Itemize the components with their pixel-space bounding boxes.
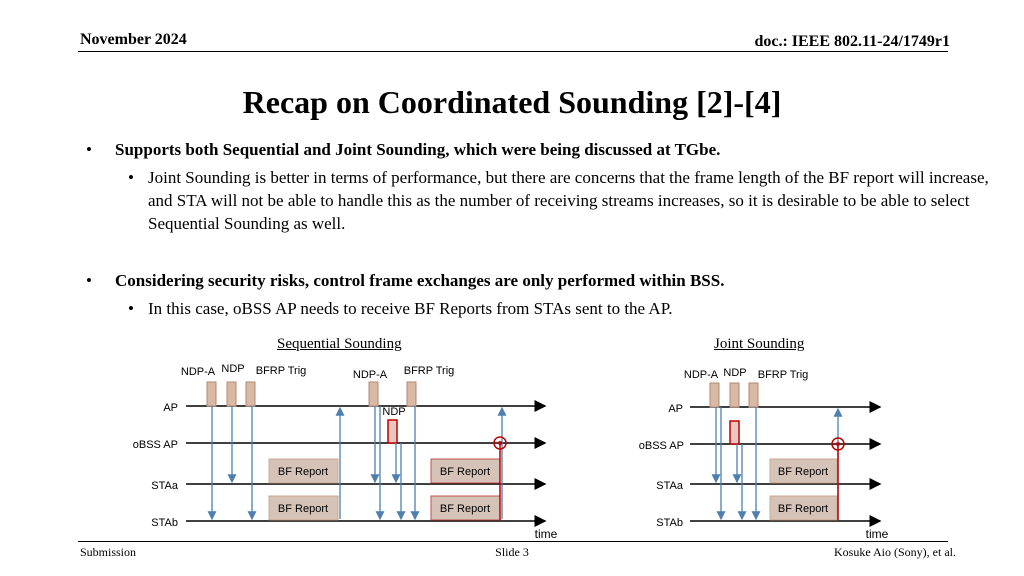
bf-report-label: BF Report bbox=[277, 503, 329, 515]
header-doc-id: doc.: IEEE 802.11-24/1749r1 bbox=[754, 33, 950, 50]
lane-label-ap: AP bbox=[668, 403, 683, 415]
bf-report-label: BF Report bbox=[439, 503, 491, 515]
time-axis-label: time bbox=[534, 527, 558, 541]
bf-report-label: BF Report bbox=[439, 466, 491, 478]
frame-label: BFRP Trig bbox=[255, 365, 307, 377]
bullet-marker: • bbox=[86, 271, 92, 290]
bf-report-label: BF Report bbox=[777, 466, 829, 478]
frame-label: NDP-A bbox=[683, 369, 719, 381]
footer-left: Submission bbox=[80, 545, 137, 559]
frame-ndp bbox=[730, 383, 739, 407]
footer-authors: Kosuke Aio (Sony), et al. bbox=[834, 545, 956, 559]
footer-divider bbox=[78, 541, 948, 542]
lane-label-staa: STAa bbox=[151, 480, 178, 492]
frame-bfrp-trig bbox=[749, 383, 758, 407]
frame-label: NDP bbox=[723, 367, 747, 379]
bullet-1-text: Supports both Sequential and Joint Sounding, which were being discussed at TGbe. bbox=[115, 140, 721, 159]
lane-label-stab: STAb bbox=[656, 517, 683, 529]
frame-label: NDP-A bbox=[352, 369, 388, 381]
bullet-2-sub-text: In this case, oBSS AP needs to receive BF Reports from STAs sent to the AP. bbox=[148, 299, 673, 318]
lane-label-staa: STAa bbox=[656, 480, 683, 492]
frame-label: BFRP Trig bbox=[757, 369, 809, 381]
frame-label: NDP-A bbox=[180, 366, 216, 378]
bf-report-label: BF Report bbox=[777, 503, 829, 515]
frame-ndp-a bbox=[710, 383, 719, 407]
joint-caption: Joint Sounding bbox=[714, 336, 805, 352]
joint-lane-staa bbox=[656, 480, 880, 492]
joint-lane-stab bbox=[656, 517, 880, 529]
bullet-1-sub-text: Joint Sounding is better in terms of performance, but there are concerns that the frame length of the BF report will increase, and STA will not be able to handle this as the number of receiving streams increases, so it is desirable to be able to select Sequential Sounding as well. bbox=[148, 168, 989, 233]
sequential-caption: Sequential Sounding bbox=[277, 336, 402, 352]
lane-label-ap: AP bbox=[163, 402, 178, 414]
lane-label-obss-ap: oBSS AP bbox=[132, 439, 178, 451]
lane-label-stab: STAb bbox=[151, 517, 178, 529]
time-axis-label: time bbox=[865, 527, 889, 541]
slide-title: Recap on Coordinated Sounding [2]-[4] bbox=[242, 84, 782, 120]
lane-label-obss-ap: oBSS AP bbox=[638, 440, 684, 452]
footer-slide-number: Slide 3 bbox=[495, 545, 529, 559]
header-date: November 2024 bbox=[80, 31, 187, 48]
frame-label: BFRP Trig bbox=[403, 365, 455, 377]
bullet-marker: • bbox=[128, 299, 134, 318]
frame-label: NDP bbox=[382, 406, 406, 418]
frame-ndp-obss bbox=[730, 421, 739, 444]
bullet-2-text: Considering security risks, control frame exchanges are only performed within BSS. bbox=[115, 271, 725, 290]
frame-label: NDP bbox=[221, 363, 245, 375]
bullet-marker: • bbox=[128, 168, 134, 187]
joint-lane-ap bbox=[668, 403, 880, 415]
bf-report-label: BF Report bbox=[277, 466, 329, 478]
bullet-marker: • bbox=[86, 140, 92, 159]
